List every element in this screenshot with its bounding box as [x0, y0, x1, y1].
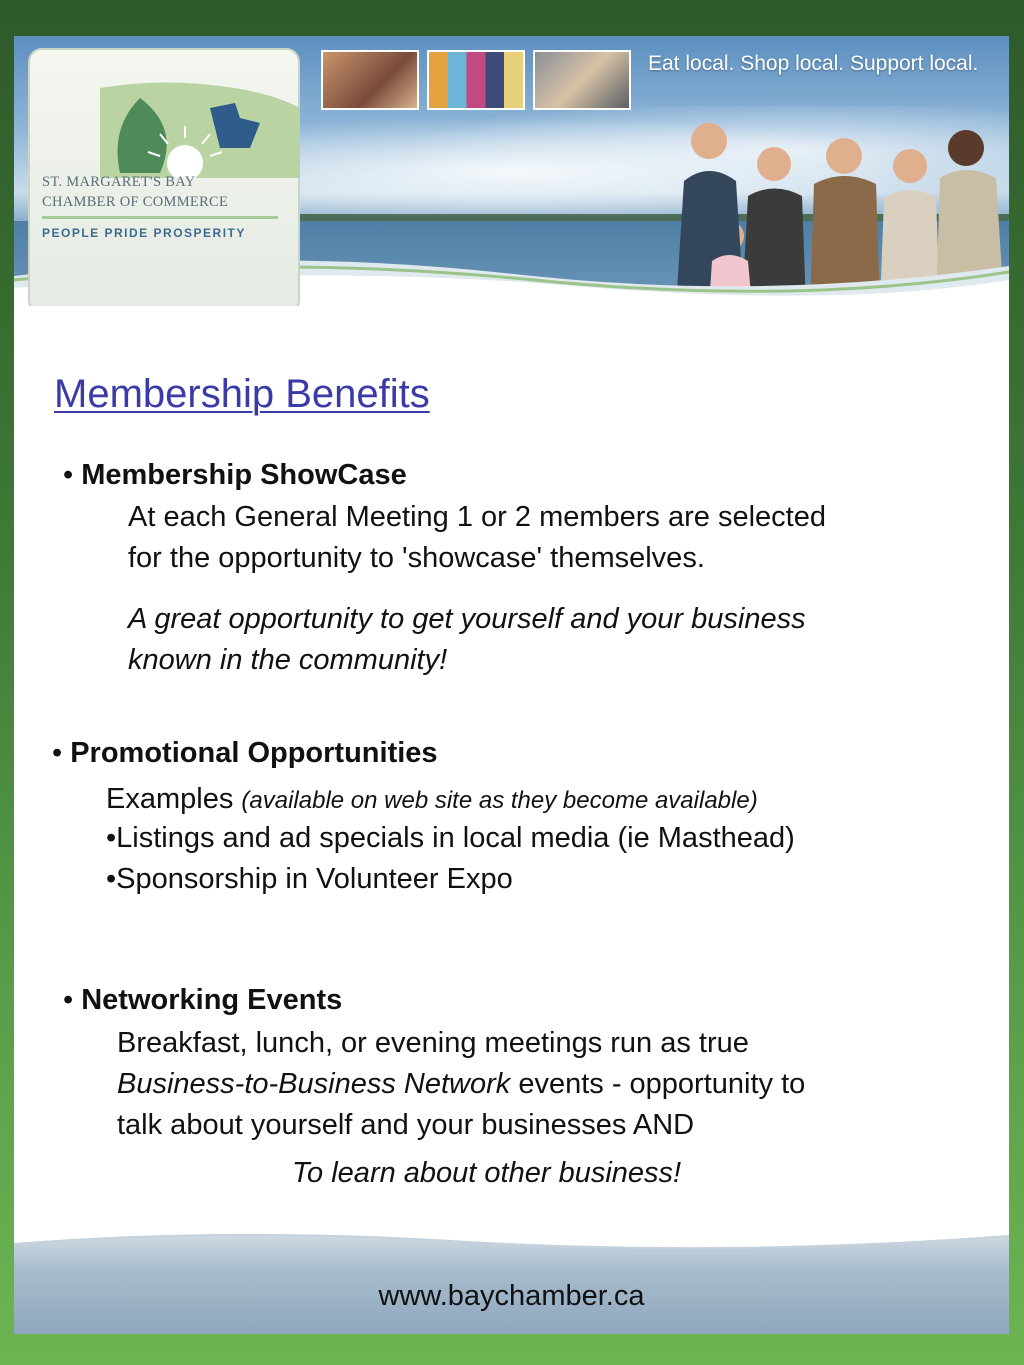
photo-thumbnail-shopping [427, 50, 525, 110]
footer-wave [14, 1228, 1009, 1268]
showcase-italic-line2: known in the community! [128, 644, 448, 676]
showcase-text-line2: for the opportunity to 'showcase' themselves. [128, 542, 705, 574]
footer [14, 1228, 1009, 1334]
bullet: • [63, 984, 74, 1016]
promotional-heading-line [52, 736, 438, 770]
networking-text-line1: Breakfast, lunch, or evening meetings run as true [117, 1027, 749, 1059]
logo-name-line1: ST. MARGARET'S BAY [42, 174, 196, 190]
photo-thumbnail-handshake [533, 50, 631, 110]
promotional-examples-line [106, 782, 758, 818]
page-title: Membership Benefits [54, 372, 430, 416]
website-url: www.baychamber.ca [378, 1280, 645, 1312]
lighthouse-sun-icon [100, 78, 300, 178]
examples-note: (available on web site as they become available) [241, 787, 758, 814]
networking-text-line2 [117, 1067, 805, 1101]
showcase-italic-line1: A great opportunity to get yourself and your business [128, 603, 806, 635]
slide [14, 36, 1009, 1334]
networking-heading-line [63, 983, 342, 1017]
networking-italic-phrase: Business-to-Business Network [117, 1068, 511, 1100]
logo-name-line2: CHAMBER OF COMMERCE [42, 194, 229, 210]
photo-thumbnail-eating [321, 50, 419, 110]
examples-label: Examples [106, 783, 234, 815]
banner-slogan: Eat local. Shop local. Support local. [648, 52, 979, 75]
chamber-logo [28, 48, 300, 306]
networking-text-line3: talk about yourself and your businesses AND [117, 1109, 695, 1141]
promotional-item: •Sponsorship in Volunteer Expo [106, 863, 513, 895]
promotional-item: •Listings and ad specials in local media (ie Masthead) [106, 822, 795, 854]
bullet: • [52, 737, 63, 769]
showcase-heading-line [63, 458, 407, 492]
showcase-heading: Membership ShowCase [81, 459, 407, 491]
promotional-heading: Promotional Opportunities [70, 737, 438, 769]
showcase-text-line1: At each General Meeting 1 or 2 members are selected [128, 501, 826, 533]
networking-heading: Networking Events [81, 984, 343, 1016]
networking-line2-rest: events - opportunity to [510, 1068, 806, 1100]
logo-tagline: PEOPLE PRIDE PROSPERITY [42, 226, 246, 240]
networking-closing: To learn about other business! [292, 1157, 682, 1189]
bullet: • [63, 459, 74, 491]
logo-divider [42, 216, 278, 219]
header-banner [14, 36, 1009, 306]
